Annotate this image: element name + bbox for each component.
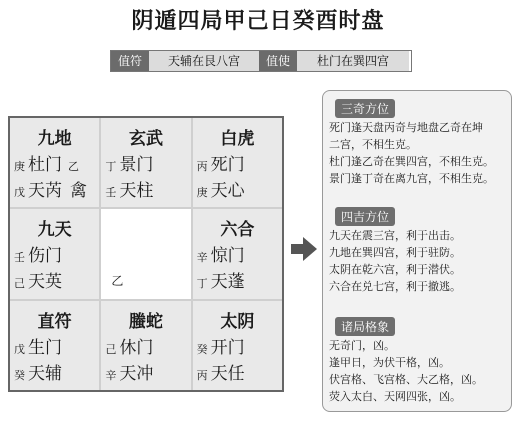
star-name: 天英	[28, 272, 62, 293]
section-heading-three-wonders: 三奇方位	[335, 99, 395, 118]
zhishi-label: 值使	[259, 51, 297, 71]
earth-stem: 癸	[14, 368, 25, 382]
star-name: 天芮	[28, 181, 62, 201]
heaven-stem: 庚	[14, 160, 25, 173]
palace-center-5	[101, 209, 190, 298]
door-name: 死门	[210, 155, 245, 175]
right-arrow-icon	[291, 237, 317, 261]
spirit-label: 九地	[37, 129, 72, 149]
section-heading-patterns: 诸局格象	[335, 317, 395, 336]
heaven-stem: 丁	[105, 160, 117, 173]
star-row	[14, 267, 62, 292]
palace-qian-6	[193, 301, 282, 390]
palace-dui-7	[193, 209, 282, 298]
zhishi-value: 杜门在巽四宫	[297, 51, 409, 71]
heaven-stem: 丙	[196, 160, 208, 173]
zhifu-label: 值符	[111, 51, 149, 71]
star-name: 天任	[210, 363, 245, 384]
palace-zhen-3	[10, 209, 99, 298]
star-name: 天辅	[28, 363, 62, 384]
door-row	[197, 241, 245, 266]
palace-li-9	[101, 118, 190, 207]
text-line: 二宫，不相生克。	[329, 138, 417, 151]
heaven-stem: 癸	[196, 342, 208, 356]
extra-star: 禽	[70, 181, 87, 201]
door-row	[105, 150, 153, 175]
zhifu-value: 天辅在艮八宫	[149, 51, 259, 71]
earth-stem: 辛	[105, 368, 117, 382]
door-name: 生门	[28, 337, 62, 358]
spirit-label: 螣蛇	[128, 311, 163, 332]
earth-stem: 戊	[14, 186, 25, 199]
heaven-stem: 己	[105, 342, 117, 356]
section-body-patterns	[329, 337, 505, 405]
palace-xun-4	[10, 118, 99, 207]
spirit-label: 白虎	[220, 129, 255, 149]
text-line: 荧入太白、天网四张，凶。	[329, 390, 461, 403]
star-row	[197, 267, 245, 292]
text-line: 杜门逢乙奇在巽四宫，不相生克。	[329, 155, 494, 168]
heaven-stem: 戊	[14, 342, 25, 356]
spirit-label: 玄武	[128, 129, 163, 149]
palace-gen-8	[10, 301, 99, 390]
text-line: 死门逢天盘丙奇与地盘乙奇在坤	[329, 121, 483, 134]
door-name: 伤门	[28, 246, 62, 267]
door-name: 景门	[119, 155, 154, 175]
qimen-chart-grid	[8, 116, 284, 392]
door-row	[105, 333, 153, 358]
palace-kan-1	[101, 301, 190, 390]
page-title: 阴遁四局甲己日癸酉时盘	[131, 8, 385, 34]
earth-stem: 己	[14, 277, 25, 291]
text-line: 景门逢丁奇在离九宫，不相生克。	[329, 172, 494, 185]
earth-stem: 壬	[105, 186, 117, 199]
earth-stem: 庚	[196, 186, 208, 199]
extra-stem: 乙	[68, 160, 79, 173]
star-row	[14, 176, 87, 201]
text-line: 九地在巽四宫，利于驻防。	[329, 246, 461, 259]
door-name: 惊门	[210, 246, 245, 267]
door-row	[197, 333, 245, 358]
text-line: 逢甲日，为伏干格，凶。	[329, 356, 450, 369]
star-row	[105, 176, 153, 201]
earth-stem: 丙	[196, 368, 208, 382]
analysis-panel	[322, 90, 512, 412]
door-row	[14, 241, 62, 266]
star-row	[105, 359, 153, 384]
door-name: 杜门	[28, 155, 62, 175]
spirit-label: 六合	[220, 220, 255, 241]
door-name: 休门	[119, 337, 154, 358]
spirit-label: 太阴	[220, 311, 255, 332]
duty-bar	[110, 50, 412, 72]
section-body-four-auspicious	[329, 227, 505, 295]
text-line: 伏宫格、飞宫格、大乙格，凶。	[329, 373, 483, 386]
spirit-label: 直符	[37, 311, 72, 332]
center-stem: 乙	[111, 273, 124, 288]
star-name: 天蓬	[210, 272, 245, 293]
star-name: 天心	[210, 181, 245, 201]
door-row	[14, 150, 79, 175]
star-name: 天柱	[119, 181, 154, 201]
palace-kun-2	[193, 118, 282, 207]
spirit-label: 九天	[37, 220, 72, 241]
door-row	[14, 333, 62, 358]
door-row	[197, 150, 245, 175]
heaven-stem: 壬	[14, 251, 25, 265]
text-line: 无奇门，凶。	[329, 339, 395, 352]
section-body-three-wonders	[329, 119, 505, 187]
star-name: 天冲	[119, 363, 154, 384]
earth-stem: 丁	[196, 277, 208, 291]
heaven-stem: 辛	[196, 251, 208, 265]
text-line: 太阴在乾六宫，利于潜伏。	[329, 263, 461, 276]
star-row	[14, 359, 62, 384]
section-heading-four-auspicious: 四吉方位	[335, 207, 395, 226]
star-row	[197, 359, 245, 384]
star-row	[197, 176, 245, 201]
text-line: 九天在震三宫，利于出击。	[329, 229, 461, 242]
door-name: 开门	[210, 337, 245, 358]
text-line: 六合在兑七宫，利于撤逃。	[329, 280, 461, 293]
